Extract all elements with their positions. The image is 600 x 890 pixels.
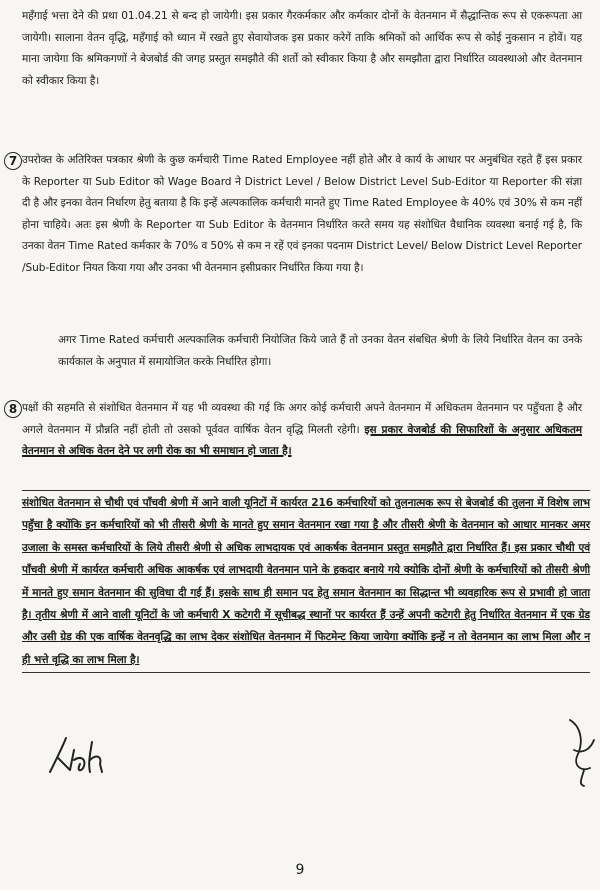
signature-right — [560, 710, 600, 790]
section-8-number: 8 — [4, 400, 22, 418]
boxed-benefit-paragraph: संशोधित वेतनमान से चौथी एवं पाँचवी श्रेणी में आने वाली यूनिटों में कार्यरत 216 कर्मचारियों को तुलनात्मक रूप से बेजबोर्ड की तुलना में विशेष लाभ पहुँचा है क्योंकि इन कर्मचारियों को भी तीसरी श्रेणी के मानते हुए समान वेतनमान रखा गया है और तीसरी श्रेणी के वेतनमान को आधार मानकर अमर उजाला के समस्त कर्मचारियों के लिये तीसरी श्रेणी से अधिक लाभदायक एवं आकर्षक वेतनमान प्रस्तुत समझौते द्वारा निर्धारित हैं। इस प्रकार चौथी एवं पाँचवी श्रेणी में कार्यरत कर्मचारी अधिक आकर्षक एवं लाभदायी वेतनमान पाने के हकदार बनाये गये क्योकि दोनों श्रेणी के कर्मचारियों को तीसरी श्रेणी में मानते हुए समान वेतनमान की सुविधा दी गई हैं। इसके साथ ही समान पद हेतु समान वेतनमान का सिद्धान्त भी व्यवहारिक रूप से प्रभावी हो जाता है। तृतीय श्रेणी में आने वाली यूनिटों के जो कर्मचारी X कटेगरी में सूचीबद्ध स्थानों पर कार्यरत हैं उन्हें अपनी कटेगरी हेतु निर्धारित वेतनमान में एक ग्रेड और उसी ग्रेड की एक वार्षिक वेतनवृद्धि का लाभ देकर संशोधित वेतनमान में फिटमेन्ट किया जायेगा क्योंकि इन्हें न तो वेतनमान का लाभ मिला और न ही भत्ते वृद्धि का लाभ मिला है। — [22, 490, 590, 673]
section-7-number: 7 — [4, 152, 22, 170]
page-number: 9 — [295, 862, 305, 878]
section-8-highlight: इस प्रकार वेजबोर्ड की सिफारिशों के अनुसार अधिकतम वेतनमान से अधिक वेतन देने पर लगी रोक का भी समाधान हो जाता है। — [22, 423, 582, 457]
section-8-paragraph — [22, 398, 582, 463]
section-8-text: पक्षों की सहमति से संशोधित वेतनमान में यह भी व्यवस्था की गई कि अगर कोई कर्मचारी अपने वेतनमान में अधिकतम वेतनमान पर पहुँचता है और अगले वेतनमान में प्रौन्नति नहीं होती तो उसको पूर्ववत वार्षिक वेतन वृद्धि मिलती रहेगी। — [22, 402, 582, 436]
section-7-subparagraph: अगर Time Rated कर्मचारी अल्पकालिक कर्मचारी नियोजित किये जाते हैं तो उनका वेतन संबधित श्रेणी के लिये निर्धारित वेतन का उनके कार्यकाल के अनुपात में समायोजित करके निर्धारित होगा। — [58, 334, 582, 368]
intro-paragraph: महँगाई भत्ता देने की प्रथा 01.04.21 से बन्द हो जायेगी। इस प्रकार गैरकर्मकार और कर्मकार दोनों के वेतनमान में सैद्धान्तिक रूप से एकरूपता आ जायेगी। सालाना वेतन वृद्धि, महँगाई को ध्यान में रखते हुए सेवायोजक इस प्रकार करेगें ताकि श्रमिकों को आर्थिक रूप से कोई नुकसान न होवें। यह माना जायेगा कि श्रमिकगणों ने बेजबोर्ड की जगह प्रस्तुत समझौते की शर्तो को स्वीकार किया है और समझौता द्वारा निर्धारित व्यवस्थाओ और वेतनमान को स्वीकार किया है। — [22, 10, 582, 87]
signature-left — [40, 730, 150, 780]
section-7-paragraph: उपरोक्त के अतिरिक्त पत्रकार श्रेणी के कुछ कर्मचारी Time Rated Employee नहीं होते और वे कार्य के आधार पर अनुबंधित रहते हैं इस प्रकार के Reporter या Sub Editor को Wage Board ने District Level / Below District Level Sub-Editor या Reporter की संज्ञा दी है और इनका वेतन निर्धारण हेतु बताया है कि इन्हें अल्पकालिक कर्मचारी मानते हुए Time Rated Employee के 40% एवं 30% से कम नहीं होना चाहिये। अतः इस श्रेणी के Reporter या Sub Editor के वेतनमान निर्धारित करते समय यह संशोधित वैधानिक व्यवस्था बनाई गई है, कि उनका वेतन Time Rated कर्मकार के 70% व 50% से कम न रहें एवं इनका पदनाम District Level/ Below District Level Reporter /Sub-Editor नियत किया गया और उनका भी वेतनमान इसीप्रकार निर्धारित किया गया है। — [22, 154, 582, 274]
